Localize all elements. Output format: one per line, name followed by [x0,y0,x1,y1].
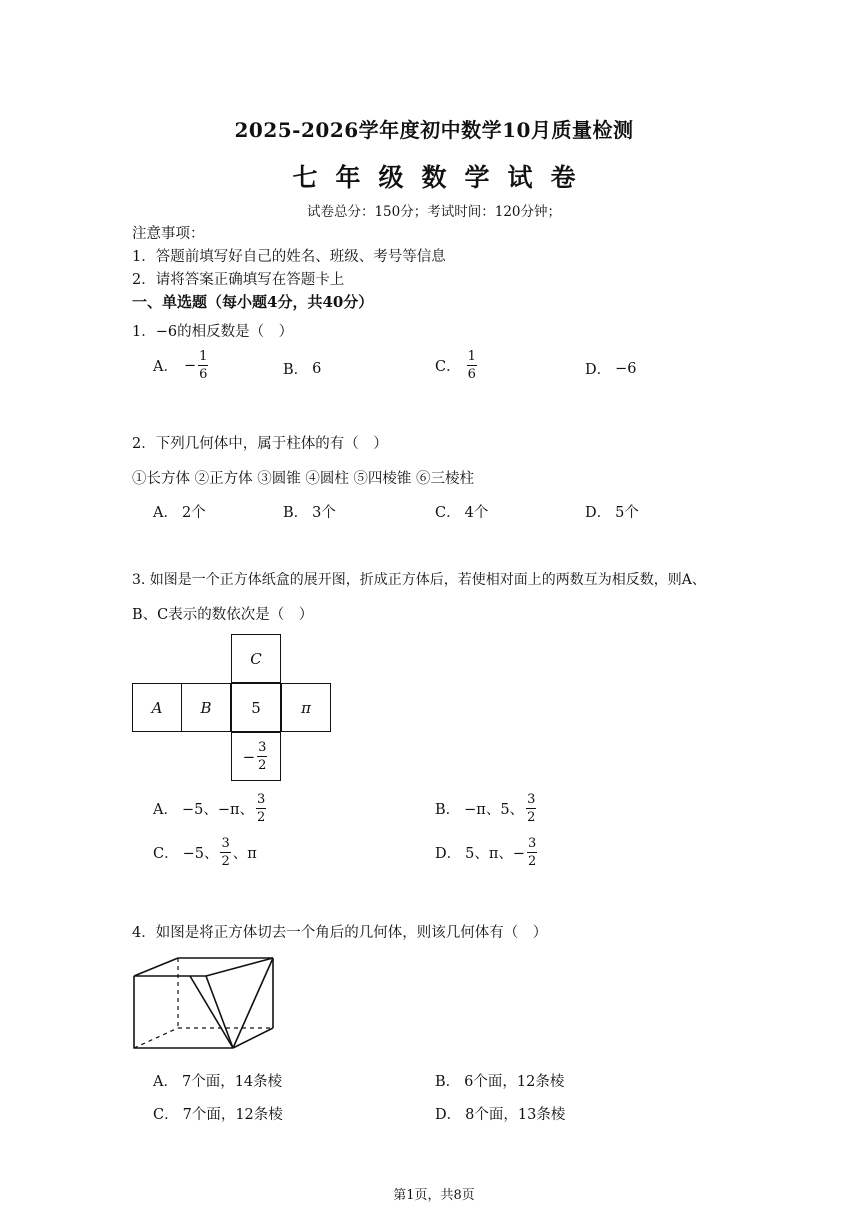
cut-edge-1 [206,976,233,1048]
option-text: 7个面，14条棱 [181,1074,283,1090]
net-label: A [151,698,163,717]
option-label: A． [153,802,178,818]
fraction-numerator: 1 [199,349,208,364]
option-text: 6个面，12条棱 [464,1074,565,1090]
page-number: 第1页，共8页 [393,1188,475,1203]
q2-option-b [283,501,336,522]
question-2-list: ①长方体 ②正方体 ③圆锥 ④圆柱 ⑤四棱锥 ⑥三棱柱 [132,471,475,487]
q4-option-d [435,1103,565,1124]
exam-title: 2025-2026学年度初中数学10月质量检测 [234,118,634,142]
option-text: 5个 [615,505,639,521]
option-label: D． [585,362,612,378]
question-2-stem: 2．下列几何体中，属于柱体的有（ ） [132,436,388,452]
fraction [527,837,537,868]
notice-item: 1．答题前填写好自己的姓名、班级、考号等信息 [132,249,446,265]
right-bottom-edge [233,1028,273,1048]
fraction [526,793,536,824]
option-label: B． [283,362,309,378]
cut-edge-2 [233,958,273,1048]
q1-option-a [153,350,210,381]
fraction-denominator: 2 [221,854,230,869]
option-sign: − [183,357,197,374]
question-3-stem-line2: B、C表示的数依次是（ ） [132,607,314,623]
hidden-left-edge [134,1028,178,1048]
option-label: C． [153,846,179,862]
exam-subtitle: 七年级数学试卷 [292,163,594,192]
option-label: A． [153,505,178,521]
option-text: 、π [232,846,257,862]
top-cut-edge [206,958,273,976]
q3-option-b [435,793,538,824]
q1-option-c [435,350,479,381]
fraction-denominator: 2 [528,854,537,869]
fraction-numerator: 3 [528,836,537,851]
option-text: 7个面，12条棱 [182,1107,283,1123]
option-text: 8个面，13条棱 [465,1107,566,1123]
fraction-numerator: 3 [257,792,266,807]
q3-option-c [153,837,257,868]
option-label: D． [585,505,612,521]
net-cell-b [181,683,231,732]
fraction [256,793,266,824]
fraction [257,741,267,772]
exam-info: 试卷总分：150分；考试时间：120分钟； [306,204,562,220]
q2-option-d [585,501,639,522]
option-text: 3个 [312,505,336,521]
option-text: 2个 [181,505,206,521]
net-label: 5 [251,698,261,717]
fraction [220,837,230,868]
option-label: C． [153,1107,179,1123]
q4-option-a [153,1070,282,1091]
option-text: 4个 [464,505,489,521]
notice-item: 2．请将答案正确填写在答题卡上 [132,272,345,288]
fraction-numerator: 1 [467,349,476,364]
q4-option-c [153,1103,283,1124]
option-label: B． [435,1074,461,1090]
fraction-denominator: 2 [258,758,267,773]
cube-net [132,634,332,782]
q4-option-b [435,1070,564,1091]
option-label: D． [435,1107,462,1123]
option-text: −6 [615,360,637,377]
fraction [467,350,477,381]
net-label: π [301,698,311,717]
q3-option-a [153,793,268,824]
option-label: A． [153,359,178,375]
option-text: −π、5、 [464,802,525,818]
option-label: B． [283,505,309,521]
option-label: C． [435,505,461,521]
net-sign: − [242,747,256,766]
option-label: D． [435,846,462,862]
net-cell-a [132,683,182,732]
net-cell-bottom [231,732,281,781]
option-text: −5、 [182,846,219,862]
fraction-numerator: 3 [258,740,267,755]
option-text: −5、−π、 [181,802,255,818]
net-cell-top [231,634,281,683]
question-1-stem: 1．−6的相反数是（ ） [132,324,294,340]
notice-heading: 注意事项： [132,226,205,242]
q1-option-b [283,358,321,379]
fraction-numerator: 3 [527,792,536,807]
section-title: 一、单选题（每小题4分，共40分） [132,293,374,311]
net-label: C [250,649,262,668]
fraction-denominator: 6 [467,367,476,382]
option-text: 6 [312,360,322,377]
net-cell-right [281,683,331,732]
question-3-stem-line1: 3. 如图是一个正方体纸盒的展开图，折成正方体后，若使相对面上的两数互为相反数，则A、 [132,572,706,588]
question-4-stem: 4．如图是将正方体切去一个角后的几何体，则该几何体有（ ） [132,925,548,941]
q3-option-d [435,837,539,868]
net-label: B [200,698,212,717]
fraction-numerator: 3 [221,836,230,851]
front-face-edge [134,976,233,1048]
option-label: A． [153,1074,178,1090]
fraction [198,350,208,381]
q2-option-c [435,501,488,522]
fraction-denominator: 2 [257,810,266,825]
top-left-edge [134,958,178,976]
q1-option-d [585,358,637,379]
q2-option-a [153,501,206,522]
option-label: C． [435,359,461,375]
fraction-denominator: 2 [527,810,536,825]
net-cell-center [231,683,281,732]
cut-edge-3 [190,976,233,1048]
truncated-cube-figure [128,952,278,1056]
option-text: 5、π、− [465,846,526,862]
fraction-denominator: 6 [199,367,208,382]
option-label: B． [435,802,461,818]
